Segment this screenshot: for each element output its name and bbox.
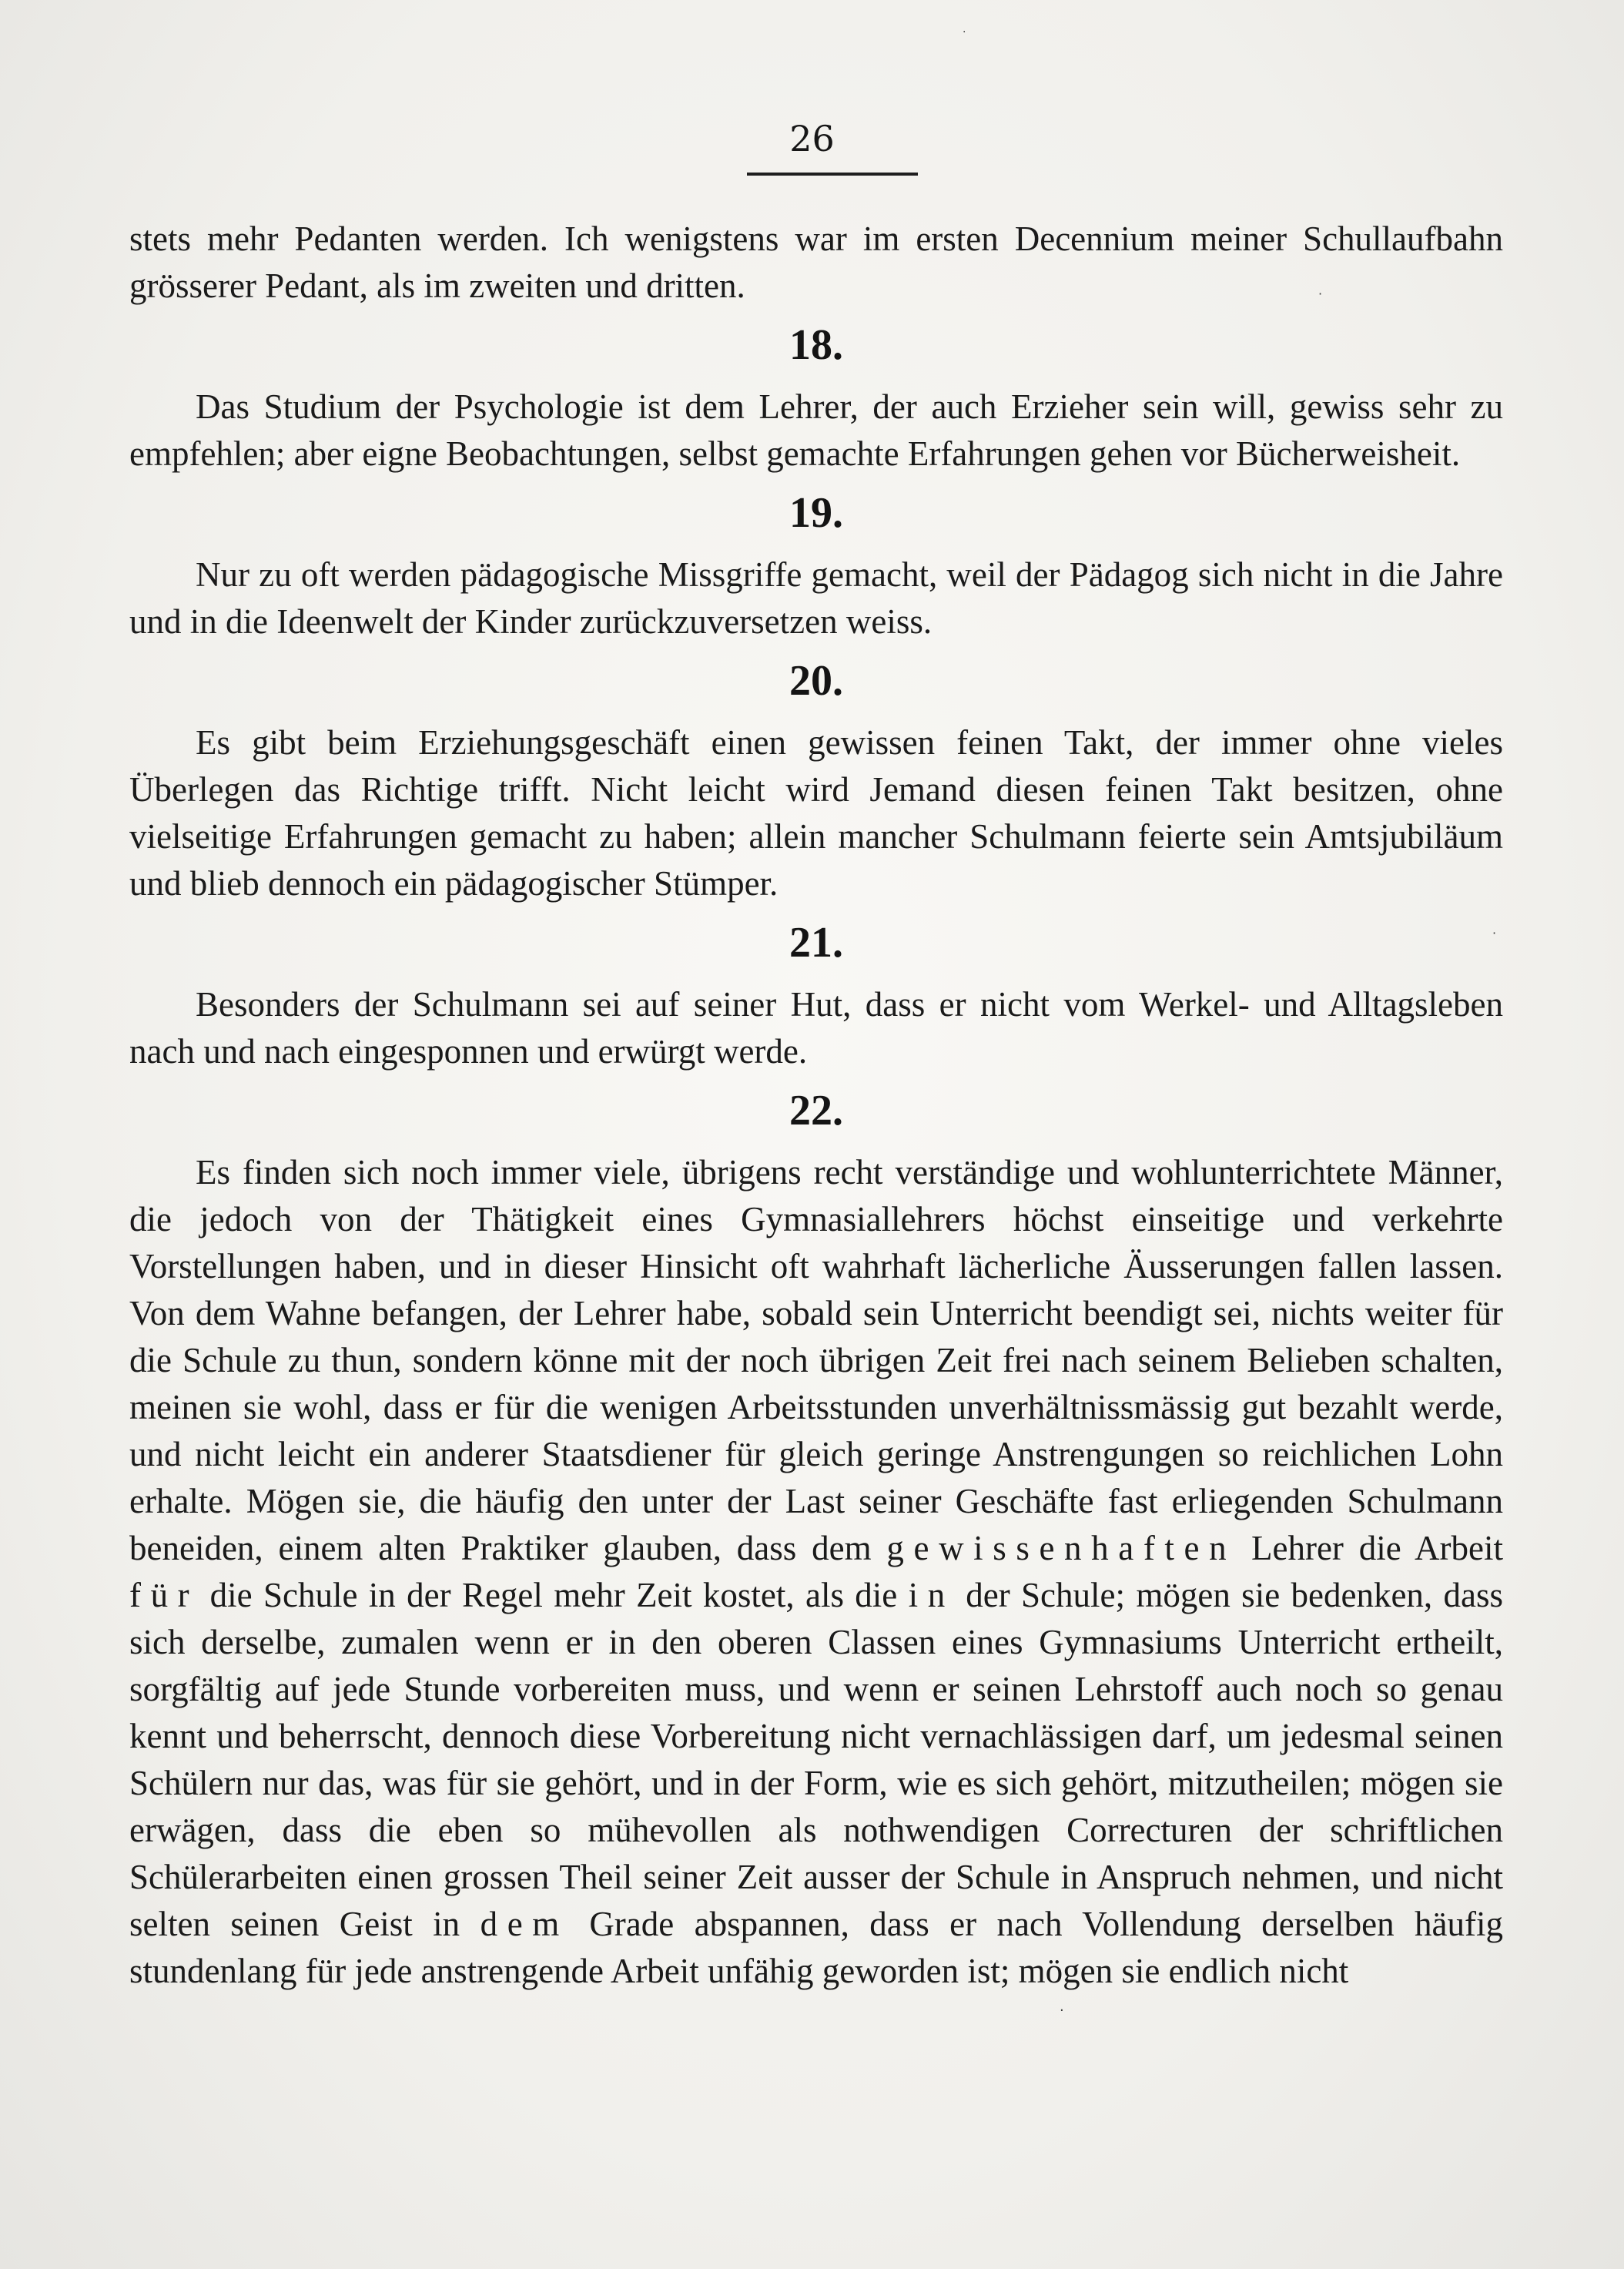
section-22-text-part: Lehrer die Arbeit [1251,1529,1503,1567]
print-speck: · [1318,287,1323,301]
section-22-text-part: Es finden sich noch immer viele, übrigens recht verständige und wohlunterrichtete Männer, die jedoch von der Thätigkeit eines Gymnasiallehrers höchst einseitige und verkehrte Vorstellungen haben, und in dieser Hinsicht oft wahrhaft lächerliche Äusserungen fallen lassen. Von dem Wahne befangen, der Lehrer habe, sobald sein Unterricht beendigt sei, nichts weiter für die Schule zu thun, sondern könne mit der noch übrigen Zeit frei nach seinem Belieben schalten, meinen sie wohl, dass er für die wenigen Arbeitsstunden unverhältnissmässig gut bezahlt werde, und nicht leicht ein anderer Staatsdiener für gleich geringe Anstrengungen so reichlichen Lohn erhalte. Mögen sie, die häufig den unter der Last seiner Geschäfte fast erliegenden Schulmann beneiden, einem alten Praktiker glauben, dass dem [129,1153,1503,1567]
print-speck: · [963,26,966,39]
section-22-text-part: die Schule in der Regel mehr Zeit kostet, als die [209,1576,898,1614]
header-rule [747,173,918,176]
intro-paragraph: stets mehr Pedanten werden. Ich wenigstens war im ersten Decennium meiner Schullaufbahn grösserer Pedant, als im zweiten und dritten. [129,220,1503,305]
section-18-paragraph: Das Studium der Psychologie ist dem Lehrer, der auch Erzieher sein will, gewiss sehr zu empfehlen; aber eigne Beobachtungen, selbst gemachte Erfahrungen gehen vor Bücherweisheit. [129,387,1503,473]
section-22-paragraph [129,1149,1503,1995]
section-number-19: 19. [789,489,843,537]
print-speck: · [1492,926,1497,940]
section-21-paragraph: Besonders der Schulmann sei auf seiner Hut, dass er nicht vom Werkel- und Alltagsleben nach und nach eingesponnen und erwürgt werde. [129,985,1503,1071]
section-number-21: 21. [789,919,843,967]
section-22-text-part: der Schule; mögen sie bedenken, dass sich derselbe, zumalen wenn er in den oberen Classen eines Gymnasiums Unterricht ertheilt, sorgfältig auf jede Stunde vorbereiten muss, und wenn er seinen Lehrstoff auch noch so genau kennt und beherrscht, dennoch diese Vorbereitung nicht vernachlässigen darf, um jedesmal seinen Schülern nur das, was für sie gehört, und in der Form, wie es sich gehört, mitzutheilen; mögen sie erwägen, dass die eben so mühevollen als nothwendigen Correcturen der schriftlichen Schülerarbeiten einen grossen Theil seiner Zeit ausser der Schule in Anspruch nehmen, und nicht selten seinen Geist in [129,1576,1504,1943]
emphasis-gewissenhaften: gewissenhaften [886,1529,1237,1567]
section-19-paragraph: Nur zu oft werden pädagogische Missgriffe gemacht, weil der Pädagog sich nicht in die Jahre und in die Ideenwelt der Kinder zurückzuversetzen weiss. [129,555,1503,641]
print-speck: · [1060,2003,1064,2019]
page-number: 26 [789,118,835,159]
emphasis-dem: dem [480,1905,569,1943]
emphasis-fuer: für [129,1576,199,1614]
section-22-text-part: Grade abspannen, dass er nach Vollendung derselben häufig stundenlang für jede anstrengende Arbeit unfähig geworden ist; mögen sie endlich nicht [129,1905,1504,1990]
section-number-20: 20. [789,657,843,705]
section-number-22: 22. [789,1087,843,1134]
emphasis-in: in [908,1576,955,1614]
section-20-paragraph: Es gibt beim Erziehungsgeschäft einen gewissen feinen Takt, der immer ohne vieles Überlegen das Richtige trifft. Nicht leicht wird Jemand diesen feinen Takt besitzen, ohne vielseitige Erfahrungen gemacht zu haben; allein mancher Schulmann feierte sein Amtsjubiläum und blieb dennoch ein pädagogischer Stümper. [129,723,1503,903]
section-number-18: 18. [789,321,843,369]
body-text [129,216,1503,1995]
